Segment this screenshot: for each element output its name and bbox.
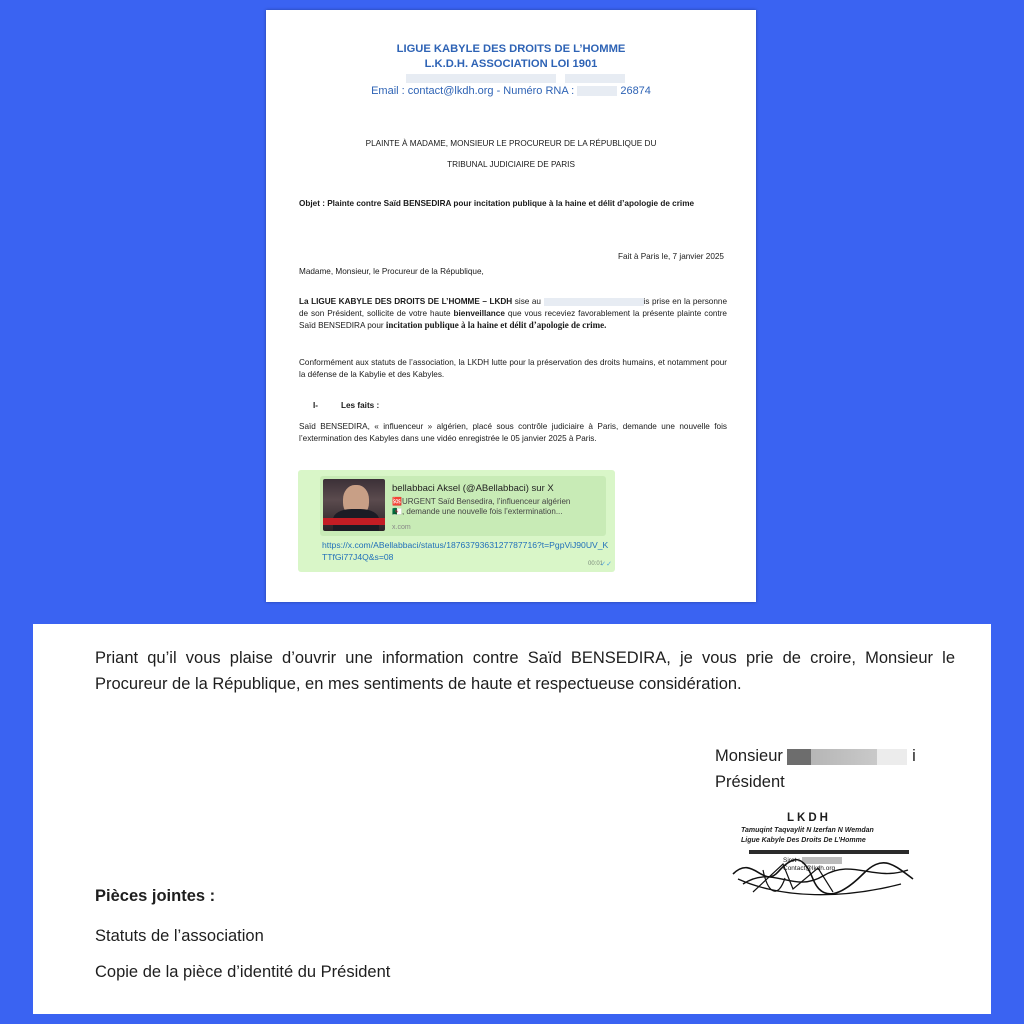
link-preview[interactable]: [320, 476, 606, 536]
statuts-paragraph: Conformément aux statuts de l’association, la LKDH lutte pour la préservation des droits humains, et notamment pour la défense de la Kabylie et des Kabyles.: [299, 358, 727, 379]
redaction-block: [406, 74, 556, 83]
preview-desc-line1: 🆘URGENT Saïd Bensedira, l’influenceur algérien: [392, 497, 571, 506]
redaction-block: [787, 749, 907, 765]
letterhead-org-status: L.K.D.H. ASSOCIATION LOI 1901: [424, 57, 598, 70]
preview-desc-line2: 🇩🇿, demande une nouvelle fois l’extermination...: [392, 507, 563, 517]
intro-bold: bienveillance: [453, 308, 505, 318]
complaint-title-line1: PLAINTE À MADAME, MONSIEUR LE PROCUREUR DE LA RÉPUBLIQUE DU: [365, 139, 657, 148]
preview-title: bellabbaci Aksel (@ABellabbaci) sur X: [392, 483, 554, 494]
intro-text: sise au: [512, 297, 544, 306]
intro-charges: incitation publique à la haine et délit d’apologie de crime.: [385, 320, 607, 331]
complaint-page-bottom: [33, 624, 991, 1014]
org-name-bold: La LIGUE KABYLE DES DROITS DE L’HOMME – LKDH: [299, 297, 513, 306]
attachment-item: Statuts de l’association: [95, 927, 264, 945]
signatory-suffix: i: [912, 747, 916, 765]
letterhead-email: Email : contact@lkdh.org - Numéro RNA :: [371, 85, 578, 97]
section-number: I-: [313, 401, 319, 410]
attachment-item: Copie de la pièce d’identité du Président: [95, 963, 391, 981]
read-receipt-icon: ✓✓: [600, 561, 612, 569]
complaint-subject: Objet : Plainte contre Saïd BENSEDIRA pour incitation publique à la haine et délit d’apologie de crime: [299, 199, 695, 208]
video-thumbnail: [323, 479, 385, 531]
status-link[interactable]: https://x.com/ABellabbaci/status/1876379363127787716?t=PgpViJ90UV_KTTfGi77J4Q&s=08: [322, 540, 609, 562]
thumbnail-banner: [323, 518, 385, 525]
stamp-french-name: Ligue Kabyle Des Droits De L’Homme: [741, 837, 866, 844]
letterhead-contact: [266, 84, 756, 100]
preview-description: [392, 497, 602, 518]
section-heading-faits: [313, 400, 379, 412]
intro-paragraph: [299, 296, 727, 332]
association-stamp: [723, 804, 923, 914]
redaction-block: [577, 86, 617, 96]
closing-paragraph: Priant qu’il vous plaise d’ouvrir une information contre Saïd BENSEDIRA, je vous prie de croire, Monsieur le Procureur de la République, en mes sentiments de haute et respectueuse considération.: [95, 649, 955, 693]
signatory-prefix: Monsieur: [715, 747, 783, 765]
letterhead-rna: 26874: [620, 85, 651, 97]
stamp-siret-label: Siret :: [783, 857, 800, 864]
intro-text: is prise en la personne de son Président, sollicite de votre haute: [299, 297, 728, 318]
shared-link-message: [298, 470, 615, 572]
complaint-title-line2: TRIBUNAL JUDICIAIRE DE PARIS: [447, 160, 575, 169]
letterhead-address-redacted: [396, 72, 626, 82]
stamp-title: LKDH: [787, 812, 831, 824]
letterhead: [266, 42, 756, 71]
section-title: Les faits :: [341, 401, 380, 410]
attachments-title: Pièces jointes :: [95, 887, 216, 905]
intro-text: que vous receviez favorablement la présente plainte contre Saïd BENSEDIRA pour: [299, 308, 727, 331]
signatory-role: Président: [715, 773, 785, 791]
complaint-date: Fait à Paris le, 7 janvier 2025: [617, 252, 724, 261]
redaction-block: [565, 74, 625, 83]
signatory-name: [715, 744, 916, 770]
message-time: 00:01: [587, 561, 603, 568]
stamp-kabyle-name: Tamuqint Taqvaylit N Izerfan N Wemdan: [741, 827, 874, 834]
handwritten-signature: [723, 834, 923, 914]
redaction-block: [544, 298, 644, 306]
stamp-contact: Contact@lkdh.org: [783, 865, 836, 872]
faits-paragraph: Saïd BENSEDIRA, « influenceur » algérien, placé sous contrôle judiciaire à Paris, demande une nouvelle fois l’extermination des Kabyles dans une vidéo enregistrée le 05 janvier 2025 à Paris.: [299, 422, 727, 443]
complaint-page-top: [266, 10, 756, 602]
salutation: Madame, Monsieur, le Procureur de la République,: [299, 267, 484, 276]
letterhead-org-name: LIGUE KABYLE DES DROITS DE L’HOMME: [396, 43, 626, 55]
preview-domain: x.com: [392, 524, 411, 531]
